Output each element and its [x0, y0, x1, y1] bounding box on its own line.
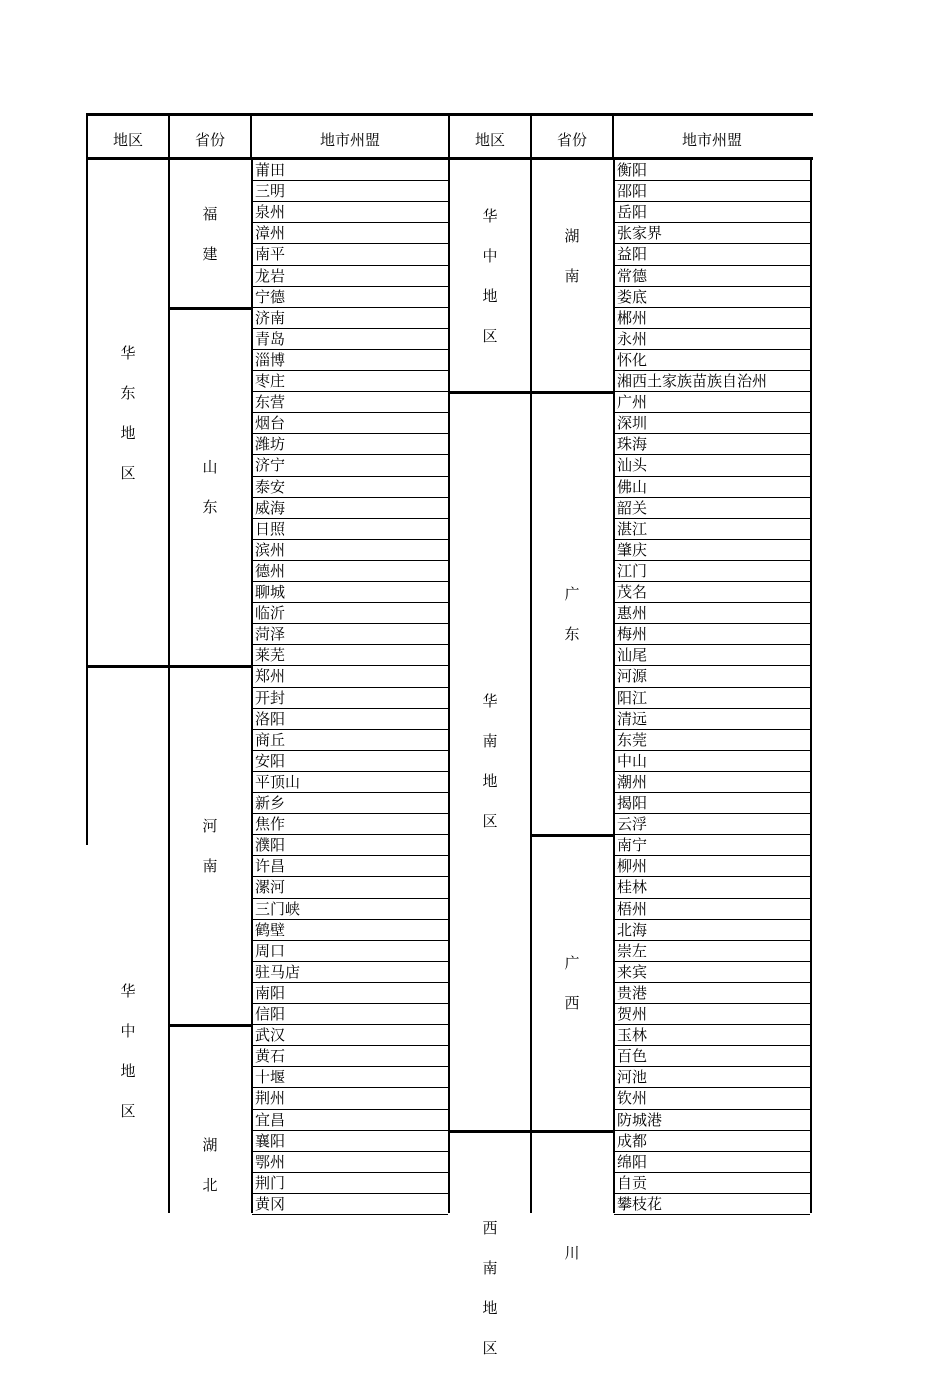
region-label — [449, 206, 531, 366]
city-cell: 鹤壁 — [255, 920, 286, 939]
province-label — [531, 1243, 613, 1283]
city-cell: 武汉 — [255, 1026, 286, 1045]
city-cell: 郑州 — [255, 667, 286, 686]
city-cell: 滨州 — [255, 540, 286, 559]
city-cell: 汕尾 — [617, 646, 648, 665]
city-cell: 黄冈 — [255, 1194, 286, 1213]
label-char: 东 — [120, 384, 136, 403]
header-col-border — [86, 113, 88, 160]
region-label — [449, 691, 531, 851]
province-divider — [169, 665, 251, 668]
city-cell: 阳江 — [617, 688, 648, 707]
city-cell: 信阳 — [255, 1005, 286, 1023]
city-cell: 枣庄 — [255, 372, 286, 390]
city-cell: 宁德 — [255, 287, 286, 306]
city-cell: 漳州 — [255, 224, 286, 243]
region-label — [449, 1218, 531, 1378]
city-cell: 聊城 — [255, 583, 286, 601]
city-cell: 东营 — [255, 393, 286, 412]
city-cell: 柳州 — [617, 857, 648, 876]
city-cell: 潮州 — [617, 772, 648, 791]
province-label — [169, 816, 251, 896]
city-cell: 龙岩 — [255, 266, 286, 285]
city-cell: 南阳 — [255, 983, 286, 1002]
city-cell: 梧州 — [617, 899, 648, 918]
label-char: 区 — [482, 812, 498, 831]
city-cell: 茂名 — [617, 583, 648, 601]
city-cell: 惠州 — [617, 604, 648, 623]
city-cell: 肇庆 — [617, 540, 648, 559]
city-cell: 河源 — [617, 667, 648, 686]
label-char: 华 — [482, 207, 498, 226]
city-cell: 三明 — [255, 182, 286, 201]
city-cell: 张家界 — [617, 224, 663, 243]
province-divider — [531, 834, 613, 837]
province-label — [169, 457, 251, 537]
city-cell: 东莞 — [617, 730, 648, 749]
label-char: 湖 — [564, 227, 580, 246]
city-cell: 周口 — [255, 941, 286, 960]
label-char: 西 — [482, 1218, 498, 1237]
label-char: 中 — [482, 247, 498, 266]
city-cell: 济宁 — [255, 456, 286, 475]
label-char: 广 — [564, 953, 580, 972]
label-char: 华 — [120, 981, 136, 1000]
city-cell: 百色 — [617, 1047, 648, 1066]
city-cell: 江门 — [617, 561, 648, 580]
city-cell: 常德 — [617, 266, 648, 285]
label-char: 南 — [564, 267, 580, 286]
header-city-right: 地市州盟 — [681, 130, 742, 149]
city-cell: 清远 — [617, 709, 648, 728]
city-cell: 湘西土家族苗族自治州 — [617, 372, 768, 390]
city-cell: 佛山 — [617, 477, 648, 496]
city-cell: 绵阳 — [617, 1152, 648, 1171]
region-divider — [449, 1130, 531, 1133]
label-char: 华 — [482, 692, 498, 711]
city-cell: 漯河 — [255, 878, 286, 897]
header-col-border — [168, 113, 170, 160]
label-char: 东 — [564, 624, 580, 643]
label-char: 河 — [202, 816, 218, 835]
header-region-left: 地区 — [112, 130, 143, 149]
city-cell: 北海 — [617, 920, 648, 939]
city-cell: 青岛 — [255, 329, 286, 348]
city-cell: 娄底 — [617, 287, 648, 306]
city-cell: 韶关 — [617, 498, 648, 517]
city-cell: 临沂 — [255, 604, 286, 623]
label-char: 川 — [564, 1243, 580, 1262]
city-cell: 贺州 — [617, 1005, 648, 1023]
label-char: 南 — [482, 1258, 498, 1277]
header-col-border — [612, 113, 614, 160]
city-cell: 攀枝花 — [617, 1194, 663, 1213]
city-cell: 洛阳 — [255, 709, 286, 728]
city-cell: 泰安 — [255, 477, 286, 496]
city-cell: 济南 — [255, 308, 286, 327]
city-cell: 濮阳 — [255, 836, 286, 855]
header-col-border — [250, 113, 252, 160]
city-cell: 潍坊 — [255, 435, 286, 454]
city-cell: 泉州 — [255, 203, 286, 222]
city-cell: 黄石 — [255, 1047, 286, 1066]
label-char: 地 — [482, 772, 498, 791]
label-char: 地 — [120, 1061, 136, 1080]
city-cell: 襄阳 — [255, 1131, 286, 1150]
city-cell: 南宁 — [617, 836, 648, 855]
province-label — [531, 226, 613, 306]
city-cell: 莆田 — [255, 161, 286, 179]
region-divider — [449, 391, 531, 394]
label-char: 区 — [482, 1338, 498, 1357]
label-char: 区 — [120, 1101, 136, 1120]
header-col-border — [448, 113, 450, 160]
city-cell: 安阳 — [255, 751, 286, 770]
header-province-left: 省份 — [194, 130, 225, 149]
city-cell: 衡阳 — [617, 161, 648, 179]
region-label — [87, 343, 169, 503]
header-col-border — [530, 113, 532, 160]
label-char: 区 — [120, 464, 136, 483]
city-cell: 云浮 — [617, 815, 648, 834]
label-char: 西 — [564, 993, 580, 1012]
label-char: 南 — [482, 732, 498, 751]
label-char: 区 — [482, 327, 498, 346]
label-char: 地 — [482, 287, 498, 306]
city-cell: 菏泽 — [255, 625, 286, 644]
city-cell: 湛江 — [617, 519, 648, 538]
label-char: 华 — [120, 344, 136, 363]
region-label — [87, 981, 169, 1141]
city-cell: 来宾 — [617, 962, 648, 981]
label-char: 福 — [202, 204, 218, 223]
city-cell: 钦州 — [617, 1089, 648, 1108]
province-divider — [169, 307, 251, 310]
city-cell: 新乡 — [255, 794, 286, 812]
city-cell: 日照 — [255, 519, 286, 538]
region-divider — [87, 665, 169, 668]
city-cell: 德州 — [255, 561, 286, 580]
label-char: 南 — [202, 856, 218, 875]
city-cell: 揭阳 — [617, 794, 648, 812]
city-cell: 荆州 — [255, 1089, 286, 1108]
city-cell: 鄂州 — [255, 1152, 286, 1171]
city-cell: 荆门 — [255, 1173, 286, 1192]
city-cell: 桂林 — [617, 878, 648, 897]
province-label — [169, 204, 251, 284]
city-cell: 梅州 — [617, 625, 648, 644]
city-cell: 淄博 — [255, 350, 286, 369]
city-col-right-border — [810, 160, 812, 1213]
province-label — [531, 953, 613, 1033]
city-cell: 汕头 — [617, 456, 648, 475]
province-label — [169, 1135, 251, 1215]
city-cell: 珠海 — [617, 435, 648, 454]
city-cell: 益阳 — [617, 245, 648, 264]
city-cell: 防城港 — [617, 1110, 663, 1129]
city-cell: 宜昌 — [255, 1110, 286, 1129]
city-cell: 崇左 — [617, 941, 648, 960]
city-cell: 威海 — [255, 498, 286, 517]
province-divider — [531, 391, 613, 394]
label-char: 中 — [120, 1021, 136, 1040]
province-label — [531, 584, 613, 664]
province-divider — [531, 1130, 613, 1133]
city-cell: 开封 — [255, 688, 286, 707]
label-char: 东 — [202, 498, 218, 517]
label-char: 广 — [564, 584, 580, 603]
city-cell: 三门峡 — [255, 899, 301, 918]
city-cell: 南平 — [255, 245, 286, 264]
label-char: 北 — [202, 1176, 218, 1195]
label-char: 湖 — [202, 1136, 218, 1155]
label-char: 建 — [202, 244, 218, 263]
city-cell: 邵阳 — [617, 182, 648, 201]
label-char: 地 — [120, 424, 136, 443]
city-cell: 烟台 — [255, 414, 286, 433]
header-region-right: 地区 — [474, 130, 505, 149]
city-cell: 贵港 — [617, 983, 648, 1002]
city-cell: 莱芜 — [255, 646, 286, 665]
header-province-right: 省份 — [556, 130, 587, 149]
city-cell: 驻马店 — [255, 962, 301, 981]
city-cell: 永州 — [617, 329, 648, 348]
city-cell: 郴州 — [617, 308, 648, 327]
city-cell: 平顶山 — [255, 772, 301, 791]
city-cell: 深圳 — [617, 414, 648, 433]
city-cell: 自贡 — [617, 1173, 648, 1192]
city-cell: 商丘 — [255, 730, 286, 749]
city-cell: 中山 — [617, 751, 648, 770]
province-divider — [169, 1024, 251, 1027]
label-char: 地 — [482, 1298, 498, 1317]
city-cell: 成都 — [617, 1131, 648, 1150]
city-cell: 岳阳 — [617, 203, 648, 222]
header-city-left: 地市州盟 — [319, 130, 380, 149]
city-cell: 广州 — [617, 393, 648, 412]
city-cell: 河池 — [617, 1068, 648, 1087]
city-cell: 许昌 — [255, 857, 286, 876]
city-cell: 十堰 — [255, 1068, 286, 1087]
label-char: 山 — [202, 458, 218, 477]
city-cell: 怀化 — [617, 350, 648, 369]
city-cell: 焦作 — [255, 815, 286, 834]
city-cell: 玉林 — [617, 1026, 648, 1045]
